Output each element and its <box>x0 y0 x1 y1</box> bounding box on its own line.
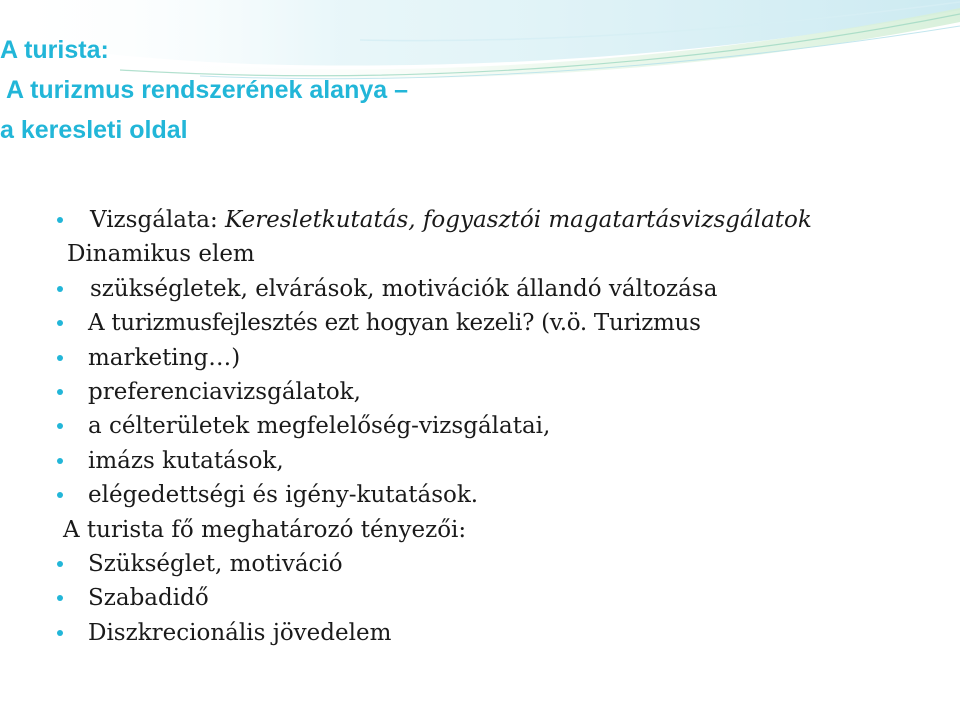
list-item <box>0 341 940 375</box>
list-item-text: A turista fő meghatározó tényezői: <box>63 516 467 543</box>
list-item-text: marketing…) <box>88 344 241 371</box>
title-line-1: A turista: <box>0 36 109 64</box>
title-line-3: a keresleti oldal <box>0 116 188 144</box>
list-item-text: preferenciavizsgálatok, <box>88 378 361 405</box>
list-item <box>0 237 940 271</box>
bullet-dot-icon <box>57 492 63 498</box>
research-label: Vizsgálata: <box>90 207 226 233</box>
bullet-dot-icon <box>57 217 63 223</box>
list-item <box>0 375 940 409</box>
list-item-text <box>90 203 812 237</box>
bullet-dot-icon <box>57 458 63 464</box>
list-item-text: imázs kutatások, <box>88 447 284 474</box>
research-methods: Keresletkutatás, fogyasztói magatartásvizsgálatok <box>225 207 812 233</box>
list-item-text: A turizmusfejlesztés ezt hogyan kezeli? (v.ö. Turizmus <box>88 310 701 337</box>
list-item <box>0 409 940 443</box>
bullet-dot-icon <box>57 423 63 429</box>
list-item-text: Szükséglet, motiváció <box>88 550 343 577</box>
bullet-dot-icon <box>57 595 63 601</box>
list-item <box>0 513 940 547</box>
bullet-dot-icon <box>57 630 63 636</box>
list-item-text: Diszkrecionális jövedelem <box>88 619 392 646</box>
bullet-dot-icon <box>57 355 63 361</box>
bullet-dot-icon <box>57 561 63 567</box>
list-item <box>0 272 940 306</box>
list-item <box>0 444 940 478</box>
list-item <box>0 616 940 650</box>
list-item <box>0 306 940 340</box>
list-item-text: a célterületek megfelelőség-vizsgálatai, <box>88 413 551 440</box>
list-item-text: Szabadidő <box>88 585 209 612</box>
list-item <box>0 547 940 581</box>
list-item <box>0 203 940 237</box>
title-line-2: A turizmus rendszerének alanya – <box>6 76 409 104</box>
list-item-text: Dinamikus elem <box>67 241 255 268</box>
bullet-dot-icon <box>57 389 63 395</box>
list-item <box>0 478 940 512</box>
list-item-text: szükségletek, elvárások, motivációk állandó változása <box>90 275 718 302</box>
bullet-dot-icon <box>57 320 63 326</box>
bullet-list <box>0 203 940 650</box>
bullet-dot-icon <box>57 286 63 292</box>
list-item-text: elégedettségi és igény-kutatások. <box>88 482 479 509</box>
list-item <box>0 581 940 615</box>
slide-title <box>0 30 408 150</box>
